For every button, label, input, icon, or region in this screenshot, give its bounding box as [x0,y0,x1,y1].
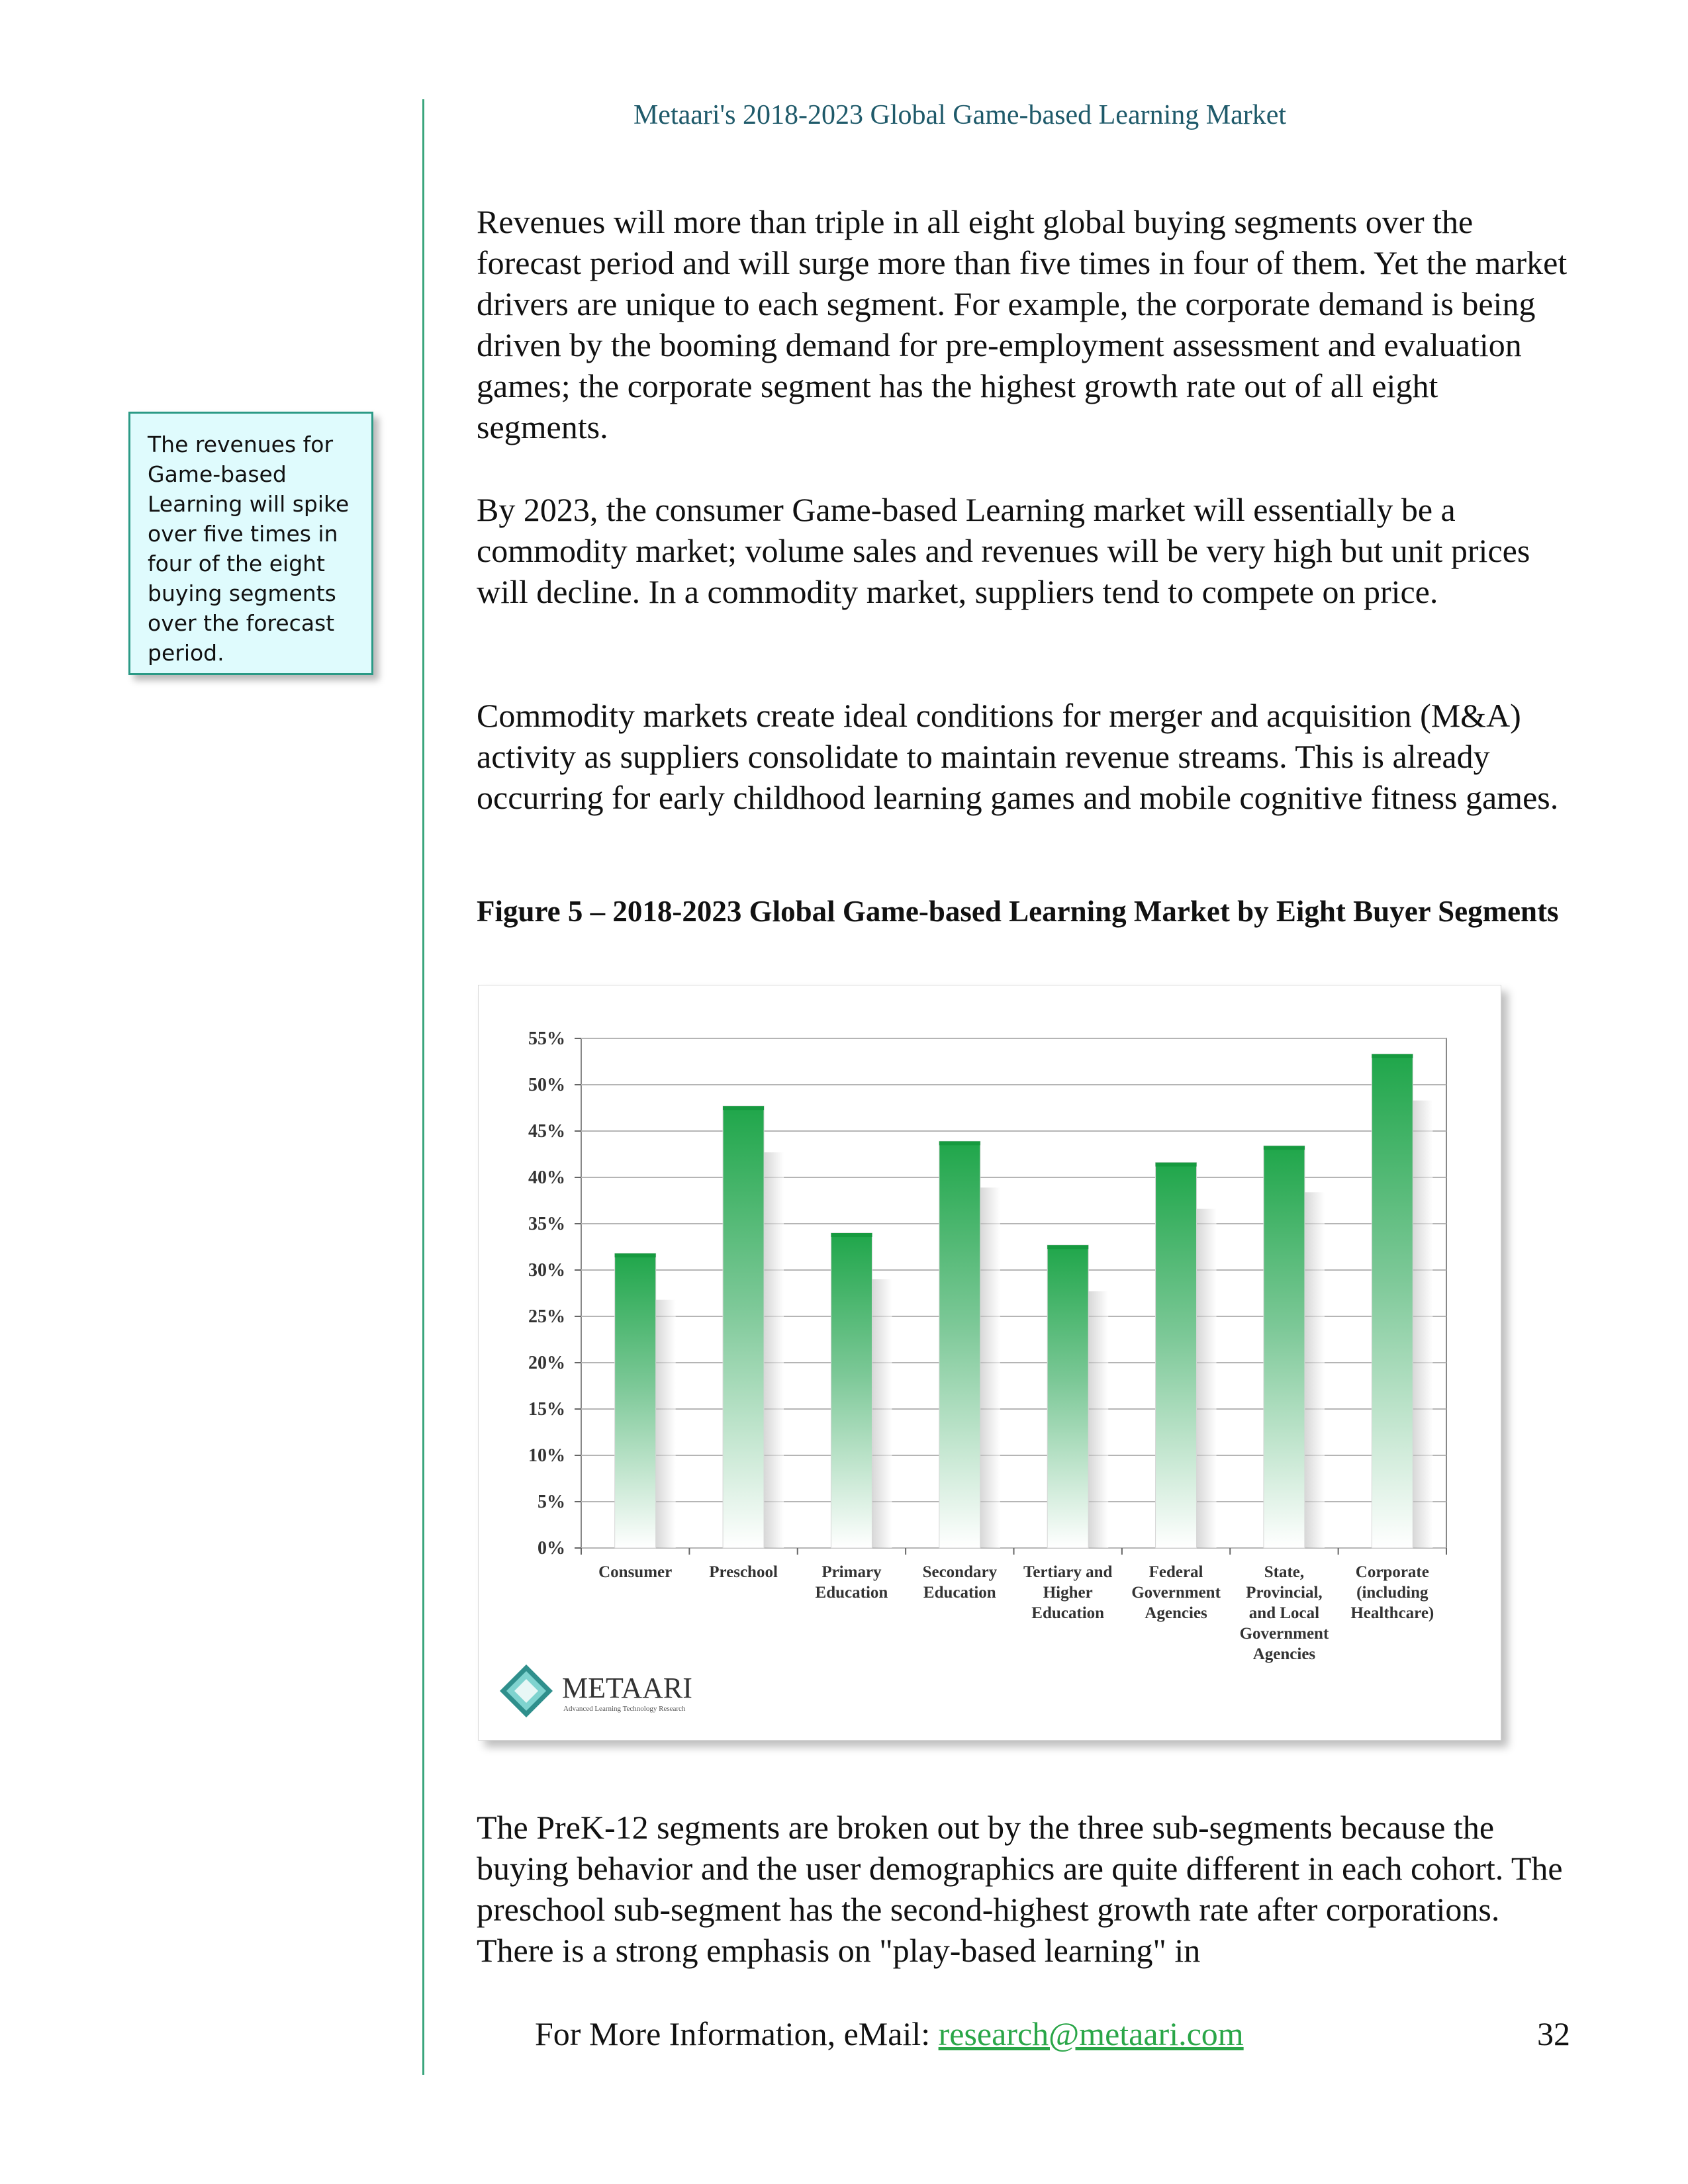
footer-label: For More Information, eMail: [535,2015,931,2052]
bar-cap [1372,1054,1413,1058]
x-category-label: and Local [1248,1604,1320,1622]
bar-shadow [980,1187,1000,1548]
bar-shadow [764,1152,784,1548]
x-category-label: State, [1264,1563,1305,1581]
logo-diamond-icon [500,1664,553,1717]
metaari-logo [498,1659,724,1725]
x-category-label: (including [1356,1584,1429,1602]
paragraph-4: The PreK-12 segments are broken out by the three sub-segments because the buying behavior and the user demographics are quite different in each cohort. The preschool sub-segment has the second-highest growth rate after corporations. There is a strong emphasis on "play-based learning" in [477,1809,1563,1969]
bar [1047,1245,1088,1548]
bar-cap [1264,1146,1305,1150]
left-margin-rule [422,99,424,2075]
paragraph-1: Revenues will more than triple in all eight global buying segments over the forecast period and will surge more than five times in four of them. Yet the market drivers are unique to each segment. For example, the corporate demand is being driven by the booming demand for pre-employment assessment and evaluation games; the corporate segment has the highest growth rate out of all eight segments. [477,203,1568,445]
bar [1156,1163,1197,1548]
bar-shadow [1413,1101,1432,1548]
x-category-label: Education [1031,1604,1105,1622]
x-category-label: Higher [1043,1584,1093,1602]
sidebar-callout: The revenues for Game-based Learning will spike over five times in four of the eight buying segments over the forecast period. [128,412,373,675]
x-category-label: Government [1239,1625,1329,1643]
bar-cap [723,1106,764,1110]
bar-shadow [872,1279,892,1548]
x-category-label: Education [923,1584,996,1602]
x-category-label: Corporate [1355,1563,1429,1581]
logo-name: METAARI [562,1672,692,1704]
x-category-label: Preschool [709,1563,778,1581]
x-category-label: Provincial, [1246,1584,1323,1602]
x-category-label: Healthcare) [1350,1604,1434,1622]
x-category-label: Federal [1149,1563,1203,1581]
email-link[interactable]: research@metaari.com [938,2015,1244,2052]
y-tick-label: 5% [538,1492,565,1512]
y-tick-label: 30% [528,1260,565,1281]
y-tick-label: 15% [528,1399,565,1420]
paragraph-2: By 2023, the consumer Game-based Learning market will essentially be a commodity market; volume sales and revenues will be very high but unit prices will decline. In a commodity market, suppliers tend to compete on price. [477,491,1530,610]
bar-cap [615,1253,656,1257]
x-category-label: Agencies [1252,1645,1316,1663]
bar-shadow [656,1300,676,1548]
y-tick-label: 50% [528,1075,565,1095]
y-tick-label: 0% [538,1538,565,1559]
x-category-label: Consumer [598,1563,673,1581]
bar-cap [1156,1163,1197,1167]
paragraph-3: Commodity markets create ideal conditions for merger and acquisition (M&A) activity as suppliers consolidate to maintain revenue streams. This is already occurring for early childhood learning games and mobile cognitive fitness games. [477,697,1559,816]
y-tick-label: 35% [528,1214,565,1234]
bar [831,1233,872,1548]
bar [615,1253,656,1548]
x-category-label: Government [1131,1584,1221,1602]
bar-shadow [1197,1209,1217,1548]
y-tick-label: 20% [528,1353,565,1373]
x-category-label: Tertiary and [1023,1563,1113,1581]
page-number: 32 [1537,2015,1570,2052]
page-header: Metaari's 2018-2023 Global Game-based Learning Market [633,100,1287,130]
y-tick-label: 40% [528,1167,565,1188]
y-tick-label: 10% [528,1445,565,1466]
chart-frame [478,985,1501,1741]
bar [939,1141,980,1548]
y-tick-label: 45% [528,1121,565,1142]
figure-caption: Figure 5 – 2018-2023 Global Game-based Learning Market by Eight Buyer Segments [477,895,1559,928]
x-category-label: Primary [821,1563,882,1581]
bar [1372,1054,1413,1548]
x-category-label: Education [815,1584,888,1602]
bar-cap [939,1141,980,1145]
y-tick-label: 25% [528,1306,565,1327]
y-tick-label: 55% [528,1028,565,1049]
x-category-label: Secondary [922,1563,998,1581]
logo-tagline: Advanced Learning Technology Research [563,1705,686,1713]
footer [535,2015,1244,2053]
bar-shadow [1088,1291,1108,1548]
x-category-label: Agencies [1145,1604,1207,1622]
bar [1264,1146,1305,1548]
bar-cap [1047,1245,1088,1249]
bar [723,1106,764,1548]
bar-cap [831,1233,872,1237]
bar-chart [479,985,1501,1740]
bar-shadow [1305,1192,1325,1548]
